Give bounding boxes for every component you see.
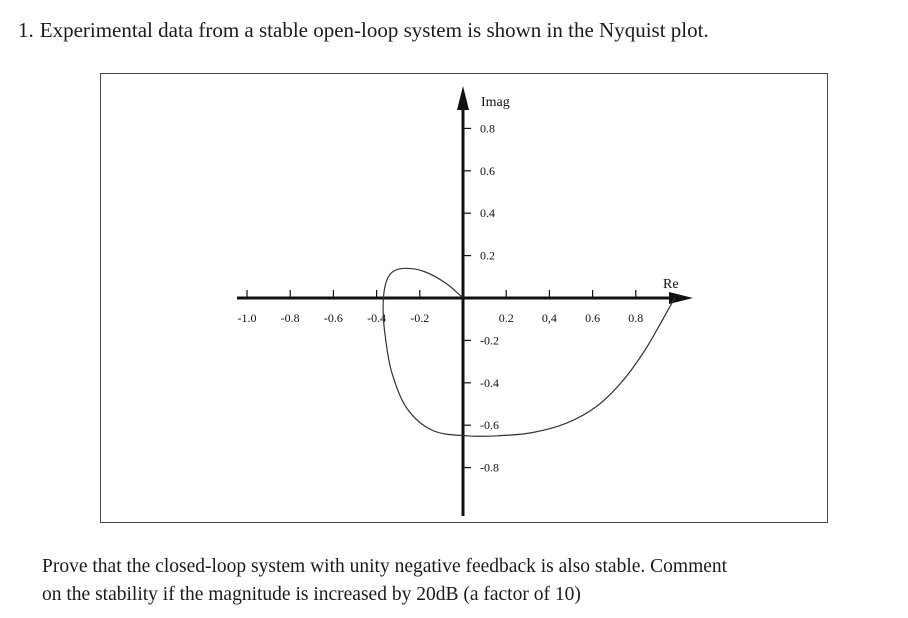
question-heading — [18, 16, 898, 44]
question-prompt — [42, 553, 892, 609]
y-tick-label: 0.2 — [480, 248, 495, 263]
x-tick-label: 0.6 — [585, 311, 601, 325]
x-tick-label: -0.2 — [410, 311, 430, 325]
question-text: Experimental data from a stable open-loop system is shown in the Nyquist plot. — [39, 18, 709, 42]
x-tick-label: -0.4 — [367, 311, 387, 325]
x-tick-label: -1.0 — [237, 311, 257, 325]
nyquist-curve — [383, 268, 675, 436]
x-tick-label: -0.8 — [280, 311, 300, 325]
imag-axis-label: Imag — [481, 95, 510, 110]
x-tick-label: 0.2 — [498, 311, 514, 325]
y-tick-label: 0.8 — [480, 121, 495, 136]
y-tick-label: -0.6 — [480, 418, 499, 433]
y-tick-label: -0.4 — [480, 375, 499, 390]
nyquist-plot — [101, 74, 827, 522]
y-tick-label: -0.2 — [480, 333, 499, 348]
axes-layer — [237, 86, 693, 516]
curve-layer — [383, 268, 675, 436]
y-tick-label: 0.4 — [480, 206, 495, 221]
prompt-line-1: Prove that the closed-loop system with unity negative feedback is also stable. Comment — [42, 556, 728, 577]
nyquist-figure — [100, 73, 828, 523]
y-tick-label: 0.6 — [480, 163, 495, 178]
prompt-line-2: on the stability if the magnitude is increased by 20dB (a factor of 10) — [42, 584, 581, 605]
question-number: 1. — [18, 18, 34, 42]
real-axis-label: Re — [663, 277, 679, 292]
x-tick-label: 0,4 — [541, 311, 557, 325]
y-tick-label: -0.8 — [480, 460, 499, 475]
x-tick-label: 0.8 — [628, 311, 644, 325]
imag-axis-arrow — [457, 86, 469, 110]
x-tick-label: -0.6 — [323, 311, 343, 325]
